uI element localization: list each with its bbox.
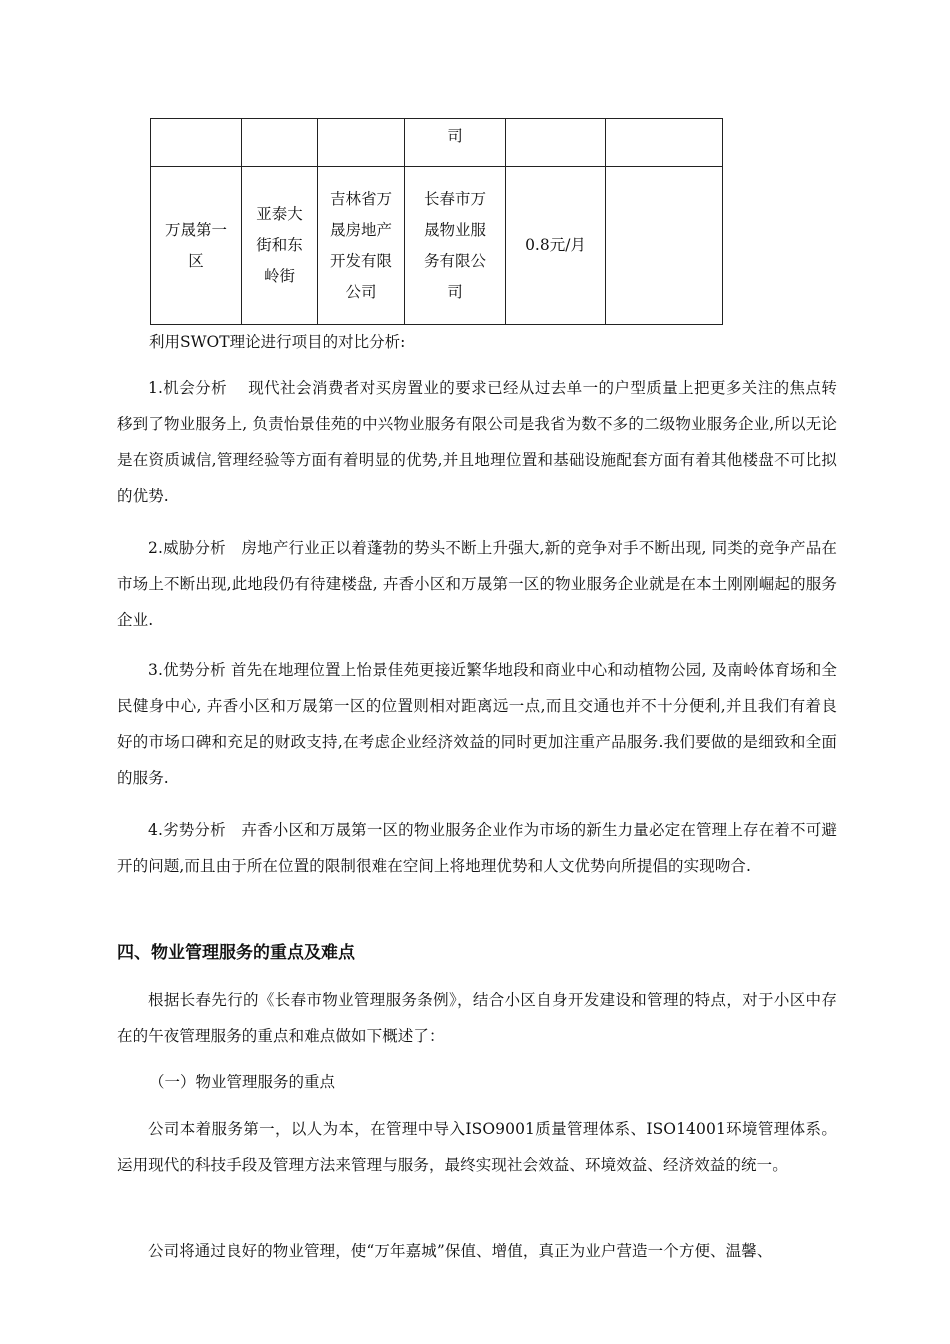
table-cell [151, 119, 242, 167]
threat-paragraph: 2.威胁分析 房地产行业正以着蓬勃的势头不断上升强大,新的竞争对手不断出现, 同类的竞争产品在市场上不断出现,此地段仍有待建楼盘, 卉香小区和万晟第一区的物业服务企业就是在本土刚刚崛起的服务企业. [117, 539, 837, 629]
property-table [150, 118, 723, 325]
cell-text: 司 [447, 127, 463, 145]
service-paragraph: 公司本着服务第一，以人为本，在管理中导入ISO9001质量管理体系、ISO14001环境管理体系。运用现代的科技手段及管理方法来管理与服务，最终实现社会效益、环境效益、经济效益的统一。 [117, 1120, 837, 1174]
regulation-paragraph: 根据长春先行的《长春市物业管理服务条例》，结合小区自身开发建设和管理的特点，对于小区中存在的午夜管理服务的重点和难点做如下概述了： [117, 991, 837, 1045]
table-cell [242, 119, 318, 167]
management-paragraph: 公司将通过良好的物业管理，使“万年嘉城”保值、增值，真正为业户营造一个方便、温馨、 [148, 1242, 773, 1260]
table-cell [318, 167, 405, 325]
table-row [151, 119, 723, 167]
cell-text: 万晟第一 区 [164, 220, 227, 270]
strength-paragraph: 3.优势分析 首先在地理位置上怡景佳苑更接近繁华地段和商业中心和动植物公园, 及南岭体育场和全民健身中心, 卉香小区和万晟第一区的位置则相对距离远一点,而且交通也并不十分便利,并且我们有着良好的市场口碑和充足的财政支持,在考虑企业经济效益的同时更加注重产品服务.我们要做的是细致和全面的服务. [117, 661, 837, 787]
cell-text: 亚泰大 街和东 岭街 [256, 205, 303, 285]
table-cell [506, 119, 606, 167]
table-cell [606, 167, 723, 325]
table-cell [405, 119, 506, 167]
table-cell [151, 167, 242, 325]
section-heading: 四、物业管理服务的重点及难点 [117, 943, 355, 963]
table-cell [606, 119, 723, 167]
sub-heading: （一）物业管理服务的重点 [149, 1073, 336, 1091]
table-cell [318, 119, 405, 167]
cell-text: 吉林省万 晟房地产 开发有限 公司 [329, 189, 392, 301]
weakness-paragraph: 4.劣势分析 卉香小区和万晟第一区的物业服务企业作为市场的新生力量必定在管理上存在着不可避开的问题,而且由于所在位置的限制很难在空间上将地理优势和人文优势向所提倡的实现吻合. [117, 821, 837, 875]
cell-text: 0.8元/月 [525, 236, 586, 254]
swot-intro: 利用SWOT理论进行项目的对比分析: [149, 333, 406, 351]
cell-text: 长春市万 晟物业服 务有限公 司 [423, 189, 486, 301]
table-cell [242, 167, 318, 325]
table-cell [405, 167, 506, 325]
table-cell [506, 167, 606, 325]
table-row [151, 167, 723, 325]
opportunity-paragraph: 1.机会分析 现代社会消费者对买房置业的要求已经从过去单一的户型质量上把更多关注的焦点转移到了物业服务上, 负责怡景佳苑的中兴物业服务有限公司是我省为数不多的二级物业服务企业,所以无论是在资质诚信,管理经验等方面有着明显的优势,并且地理位置和基础设施配套方面有着其他楼盘不可比拟的优势. [117, 379, 837, 505]
